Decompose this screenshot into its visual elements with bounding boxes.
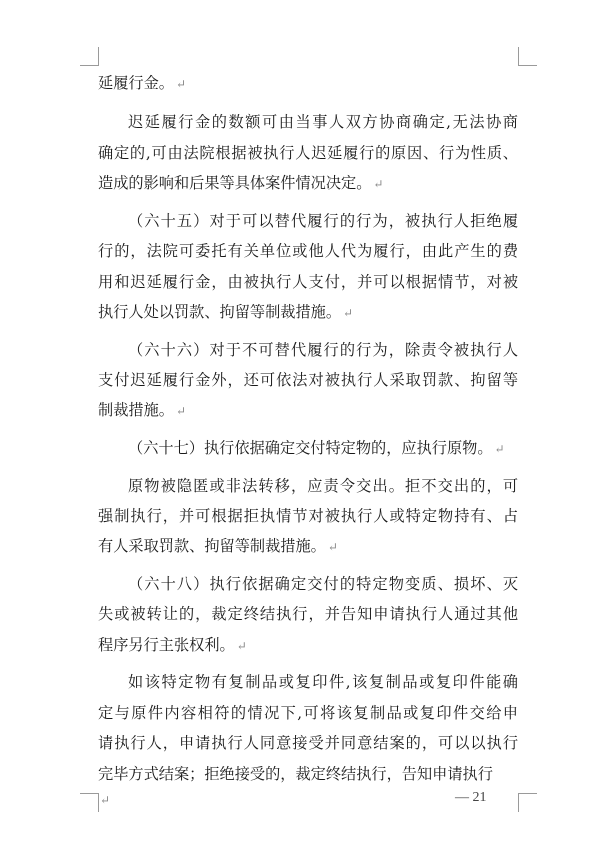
text-line [98, 68, 518, 99]
text-line-content: 如该特定物有复制品或复印件,该复制品或复印件能确 [128, 673, 518, 692]
text-line [98, 395, 518, 426]
text-line-content: 原物被隐匿或非法转移，应责令交出。拒不交出的，可 [128, 476, 518, 495]
paragraph-mark-icon: ↵ [494, 442, 505, 457]
text-line-content: 执行人处以罚款、拘留等制裁措施。 [98, 303, 341, 322]
paragraph [98, 471, 518, 563]
text-line-content: 强制执行，并可根据拒执情节对被执行人或特定物持有、占 [98, 507, 518, 526]
text-line [98, 267, 518, 297]
text-line-content: 完毕方式结案；拒绝接受的，裁定终结执行，告知申请执行 [98, 764, 493, 783]
text-line-content: 延履行金。 [98, 74, 174, 92]
paragraph [98, 206, 518, 329]
text-line [98, 138, 518, 168]
text-line-content: 制裁措施。 [98, 401, 174, 420]
text-line [98, 168, 518, 199]
document-body[interactable] [98, 68, 518, 795]
text-line [98, 335, 518, 365]
crop-mark-bottom-right [518, 793, 537, 812]
text-line [98, 471, 518, 501]
text-line [98, 728, 518, 758]
text-line [98, 599, 518, 629]
paragraph [98, 667, 518, 789]
text-line-content: 请执行人，申请执行人同意接受并同意结案的，可以以执行 [98, 734, 518, 753]
text-line-content: （六十七）执行依据确定交付特定物的，应执行原物。 [128, 439, 493, 458]
text-line [98, 206, 518, 236]
paragraph-mark-icon: ↵ [373, 177, 384, 192]
text-line [98, 667, 518, 697]
text-line [98, 433, 518, 464]
text-line-content: 迟延履行金的数额可由当事人双方协商确定,无法协商 [128, 113, 518, 132]
text-line-content: 造成的影响和后果等具体案件情况决定。 [98, 174, 372, 193]
text-line-content: 确定的,可由法院根据被执行人迟延履行的原因、行为性质、 [98, 143, 518, 162]
text-line-content: （六十六）对于不可替代履行的行为，除责令被执行人 [128, 340, 518, 359]
text-line [98, 698, 518, 728]
paragraph [98, 433, 518, 464]
text-line-content: 定与原件内容相符的情况下,可将该复制品或复印件交给申 [98, 703, 518, 722]
footer-paragraph-mark: ↵ [100, 793, 111, 807]
text-line [98, 569, 518, 599]
text-line [98, 759, 518, 789]
text-line [98, 365, 518, 395]
paragraph [98, 335, 518, 427]
text-line [98, 501, 518, 531]
text-line-content: （六十八）执行依据确定交付的特定物变质、损坏、灭 [128, 575, 518, 594]
text-line [98, 297, 518, 328]
paragraph [98, 569, 518, 661]
text-line-content: （六十五）对于可以替代履行的行为，被执行人拒绝履 [128, 211, 518, 230]
text-line [98, 236, 518, 266]
crop-mark-bottom-left [80, 793, 99, 812]
paragraph [98, 68, 518, 99]
crop-mark-top-left [80, 47, 99, 66]
text-line-content: 失或被转让的，裁定终结执行，并告知申请执行人通过其他 [98, 605, 518, 624]
text-line-content: 有人采取罚款、拘留等制裁措施。 [98, 537, 326, 556]
paragraph-mark-icon: ↵ [327, 540, 338, 555]
text-line [98, 531, 518, 562]
crop-mark-top-right [518, 47, 537, 66]
paragraph [98, 107, 518, 199]
text-line-content: 程序另行主张权利。 [98, 635, 235, 654]
paragraph-mark-icon: ↵ [175, 77, 186, 91]
text-line-content: 用和迟延履行金，由被执行人支付，并可以根据情节，对被 [98, 272, 518, 291]
page-number: — 21 [455, 790, 487, 805]
paragraph-mark-icon: ↵ [236, 638, 247, 653]
text-line-content: 支付迟延履行金外，还可依法对被执行人采取罚款、拘留等 [98, 371, 518, 390]
text-line [98, 630, 518, 661]
text-line [98, 107, 518, 137]
paragraph-mark-icon: ↵ [343, 306, 354, 321]
text-line-content: 行的，法院可委托有关单位或他人代为履行，由此产生的费 [98, 242, 518, 261]
paragraph-mark-icon: ↵ [175, 404, 186, 419]
